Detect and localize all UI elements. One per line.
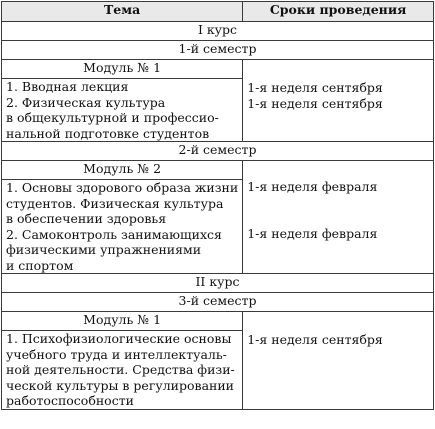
dates-column-header: Сроки проведения: [243, 2, 434, 22]
topic-line: 2. Самоконтроль занимающихся: [6, 226, 222, 242]
topics-cell: [2, 331, 243, 410]
semester-label: 2-й семестр: [2, 142, 434, 161]
semester-row: [2, 41, 434, 60]
dates-cell: [243, 60, 434, 142]
topic-line: и спортом: [6, 257, 74, 273]
module-row: [2, 312, 434, 331]
semester-label: 3-й семестр: [2, 293, 434, 312]
module-label: Модуль № 1: [2, 312, 243, 331]
date-text: 1-я неделя сентября: [247, 80, 383, 95]
date-text: 1-я неделя сентября: [247, 95, 383, 111]
module-row: [2, 60, 434, 79]
module-label: Модуль № 2: [2, 161, 243, 180]
date-text: 1-я неделя февраля: [247, 179, 378, 194]
dates-cell: [243, 161, 434, 274]
topic-column-header: Тема: [2, 2, 243, 22]
semester-label: 1-й семестр: [2, 41, 434, 60]
date-text: 1-я неделя сентября: [247, 332, 383, 347]
course-row: [2, 22, 434, 41]
topic-line: в обеспечении здоровья: [6, 211, 167, 226]
topic-line: ческой культуры в регулировании: [6, 377, 235, 393]
course-row: [2, 274, 434, 293]
topic-line: нальной подготовке студентов: [6, 125, 210, 141]
topic-line: студентов. Физическая культура: [6, 195, 224, 211]
topic-line: 1. Психофизиологические основы: [6, 331, 232, 346]
topic-line: физическими упражнениями: [6, 242, 202, 257]
schedule-table: [1, 1, 434, 410]
module-label: Модуль № 1: [2, 60, 243, 79]
date-text: 1-я неделя февраля: [247, 225, 378, 241]
topic-line: 2. Физическая культура: [6, 94, 166, 110]
topic-line: 1. Основы здорового образа жизни: [6, 180, 239, 195]
topic-line: учебного труда и интеллектуаль-: [6, 346, 227, 362]
topic-line: 1. Вводная лекция: [6, 79, 129, 94]
course-label: II курс: [2, 274, 434, 293]
semester-row: [2, 293, 434, 312]
topics-cell: [2, 79, 243, 142]
course-label: I курс: [2, 22, 434, 41]
topic-line: ной деятельности. Средства физи-: [6, 362, 235, 377]
topic-line: в общекультурной и профессио-: [6, 110, 219, 125]
module-row: [2, 161, 434, 180]
dates-cell: [243, 312, 434, 410]
topics-cell: [2, 180, 243, 274]
topic-line: работоспособности: [6, 393, 134, 408]
header-row: [2, 2, 434, 22]
semester-row: [2, 142, 434, 161]
